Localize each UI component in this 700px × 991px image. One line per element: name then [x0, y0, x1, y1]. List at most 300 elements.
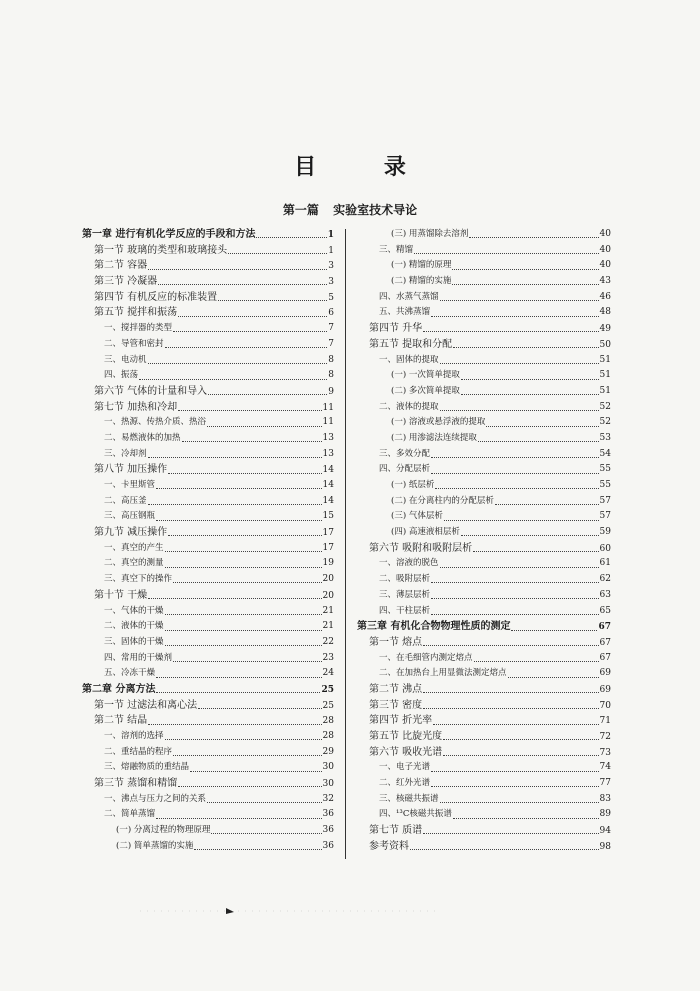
toc-entry-title: 第五节 比旋光度	[369, 731, 443, 742]
toc-page-number: 51	[599, 385, 611, 396]
toc-entry-title: 第八节 加压操作	[94, 464, 168, 476]
toc-entry-item	[357, 290, 611, 306]
toc-entry-item	[82, 494, 334, 510]
leader-dots	[453, 818, 599, 819]
leader-dots	[165, 739, 322, 740]
toc-entry-title: 第二章 分离方法	[82, 683, 156, 695]
toc-entry-item	[82, 368, 334, 384]
leader-dots	[148, 269, 327, 270]
toc-page-number: 43	[599, 276, 611, 287]
scan-artifact	[140, 905, 440, 917]
toc-entry-section	[82, 384, 334, 400]
toc-entry-item	[82, 760, 334, 776]
toc-page-number: 61	[599, 558, 611, 569]
toc-page-number: 28	[322, 731, 334, 741]
toc-page-number: 50	[599, 339, 611, 350]
leader-dots	[452, 284, 598, 285]
leader-dots	[208, 394, 327, 395]
leader-dots	[435, 488, 598, 489]
toc-entry-title: 二、吸附层析	[379, 574, 431, 585]
toc-entry-title: 第三节 密度	[369, 699, 423, 711]
toc-entry-title: 一、溶剂的选择	[104, 731, 164, 741]
toc-entry-title: 二、真空的测量	[104, 558, 164, 569]
leader-dots	[178, 410, 321, 411]
leader-dots	[453, 347, 598, 348]
leader-dots	[423, 708, 598, 709]
leader-dots	[173, 331, 327, 332]
toc-left-column	[82, 227, 334, 855]
toc-page-number: 60	[599, 543, 611, 554]
toc-page-number: 36	[322, 825, 334, 836]
toc-entry-item	[82, 635, 334, 651]
toc-entry-sub	[357, 368, 611, 384]
toc-page-number: 52	[599, 417, 611, 428]
toc-entry-item	[357, 776, 611, 792]
toc-entry-title: 第二节 沸点	[369, 683, 423, 695]
toc-entry-title: 三、熔融物质的重结晶	[104, 762, 190, 773]
leader-dots	[211, 833, 321, 834]
toc-entry-title: (二) 精馏的实施	[391, 276, 452, 287]
leader-dots	[473, 551, 598, 552]
toc-entry-title: 二、易燃液体的加热	[104, 432, 181, 443]
page-title: 目 录	[294, 154, 436, 180]
toc-entry-chapter	[82, 227, 334, 243]
toc-page-number: 63	[599, 589, 611, 600]
toc-entry-title: 第六节 吸收光谱	[369, 746, 443, 758]
toc-page-number: 23	[322, 652, 334, 663]
toc-page-number: 69	[599, 668, 611, 679]
toc-entry-title: 第六节 吸附和吸附层析	[369, 542, 473, 554]
toc-entry-title: (一) 分离过程的物理原理	[116, 825, 211, 836]
toc-page-number: 36	[322, 809, 334, 820]
leader-dots	[148, 363, 328, 364]
toc-entry-item	[82, 666, 334, 682]
leader-dots	[461, 535, 599, 536]
toc-entry-title: 三、多效分配	[379, 448, 431, 459]
toc-entry-item	[357, 556, 611, 572]
leader-dots	[440, 410, 599, 411]
toc-entry-title: 四、¹³C核磁共振谱	[379, 809, 452, 820]
leader-dots	[165, 645, 322, 646]
leader-dots	[474, 661, 599, 662]
toc-entry-title: 一、沸点与压力之间的关系	[104, 793, 207, 804]
toc-entry-title: 五、共沸蒸馏	[379, 307, 431, 318]
toc-entry-title: (二) 用渗滤法连续提取	[391, 432, 477, 443]
toc-entry-item	[82, 509, 334, 525]
leader-dots	[218, 300, 327, 301]
toc-entry-title: 第九节 减压操作	[94, 527, 168, 539]
toc-entry-title: 三、高压钢瓶	[104, 511, 156, 522]
toc-entry-section	[82, 462, 334, 478]
toc-entry-item	[82, 556, 334, 572]
toc-page-number: 14	[322, 465, 334, 476]
leader-dots	[440, 300, 599, 301]
leader-dots	[168, 473, 321, 474]
leader-dots	[431, 786, 599, 787]
toc-entry-title: 第十节 干燥	[94, 589, 148, 601]
toc-entry-title: 二、导管和密封	[104, 338, 164, 349]
toc-entry-title: 二、重结晶的程序	[104, 746, 173, 757]
toc-page-number: 15	[322, 511, 334, 522]
leader-dots	[423, 833, 598, 834]
toc-page-number: 67	[599, 652, 611, 663]
toc-page-number: 30	[322, 762, 334, 773]
toc-entry-title: 第四节 有机反应的标准装置	[94, 291, 218, 303]
toc-page-number: 51	[599, 370, 611, 381]
toc-entry-title: (一) 溶液或悬浮液的提取	[391, 417, 486, 428]
toc-entry-title: (三) 气体层析	[391, 511, 443, 522]
toc-entry-title: 三、冷却剂	[104, 448, 147, 459]
toc-page-number: 5	[328, 292, 334, 303]
leader-dots	[486, 426, 598, 427]
toc-page-number: 3	[328, 261, 334, 272]
toc-page-number: 19	[322, 558, 334, 569]
toc-entry-title: 第五节 提取和分配	[369, 338, 453, 350]
toc-entry-section	[82, 713, 334, 729]
leader-dots	[511, 630, 597, 631]
toc-entry-item	[82, 619, 334, 635]
toc-entry-item	[357, 353, 611, 369]
leader-dots	[158, 284, 327, 285]
toc-entry-title: 第三章 有机化合物物理性质的测定	[357, 621, 511, 633]
leader-dots	[148, 724, 321, 725]
leader-dots	[182, 441, 322, 442]
toc-entry-chapter	[82, 682, 334, 698]
toc-entry-item	[82, 415, 334, 431]
toc-page-number: 67	[599, 637, 611, 648]
toc-page-number: 21	[322, 605, 334, 616]
toc-entry-ref	[357, 839, 611, 855]
leader-dots	[165, 614, 322, 615]
column-divider	[345, 229, 346, 859]
toc-page-number: 40	[599, 244, 611, 255]
leader-dots	[423, 692, 598, 693]
leader-dots	[173, 755, 322, 756]
toc-entry-item	[357, 807, 611, 823]
toc-entry-item	[82, 541, 334, 557]
leader-dots	[495, 504, 599, 505]
toc-entry-title: 三、薄层层析	[379, 589, 431, 600]
leader-dots	[443, 755, 598, 756]
toc-entry-section	[357, 729, 611, 745]
toc-entry-title: 第七节 质谱	[369, 825, 423, 837]
toc-entry-title: 三、真空下的操作	[104, 574, 173, 585]
toc-entry-section	[82, 274, 334, 290]
toc-entry-item	[82, 337, 334, 353]
toc-page-number: 57	[599, 511, 611, 522]
leader-dots	[165, 347, 328, 348]
toc-entry-title: 一、卡里斯管	[104, 480, 156, 490]
toc-entry-title: 第五节 搅拌和振荡	[94, 307, 178, 319]
toc-page-number: 51	[599, 354, 611, 365]
toc-page-number: 94	[599, 826, 611, 837]
toc-page-number: 67	[598, 622, 611, 633]
toc-page-number: 53	[599, 432, 611, 443]
leader-dots	[431, 614, 599, 615]
toc-page-number: 59	[599, 527, 611, 538]
toc-entry-title: (二) 简单蒸馏的实施	[116, 840, 194, 851]
toc-page-number: 29	[322, 746, 334, 757]
toc-page-number: 8	[328, 354, 334, 365]
toc-entry-title: 四、干柱层析	[379, 605, 431, 616]
toc-entry-title: (二) 在分离柱内的分配层析	[391, 495, 494, 506]
toc-entry-title: (一) 一次简单提取	[391, 370, 460, 381]
toc-entry-title: 四、分配层析	[379, 464, 431, 475]
toc-entry-title: 第七节 加热和冷却	[94, 401, 178, 413]
toc-entry-item	[82, 807, 334, 823]
toc-right-column	[357, 227, 611, 855]
toc-page-number: 98	[599, 841, 611, 852]
toc-page-number: 55	[599, 480, 611, 490]
toc-entry-sub	[357, 431, 611, 447]
toc-entry-title: (二) 多次简单提取	[391, 385, 460, 396]
toc-entry-title: 一、在毛细管内测定熔点	[379, 652, 473, 663]
toc-entry-title: (三) 用蒸馏除去溶剂	[391, 229, 469, 239]
toc-entry-section	[357, 337, 611, 353]
leader-dots	[431, 598, 599, 599]
leader-dots	[469, 237, 598, 238]
toc-entry-section	[357, 745, 611, 761]
toc-entry-title: (四) 高速液相层析	[391, 527, 460, 538]
toc-entry-item	[82, 729, 334, 745]
toc-page-number: 25	[322, 700, 334, 711]
toc-entry-sub	[357, 227, 611, 243]
toc-entry-title: 四、水蒸气蒸馏	[379, 291, 439, 302]
toc-entry-title: 一、热源、传热介质、热浴	[104, 417, 207, 428]
toc-page-number: 36	[322, 840, 334, 851]
toc-entry-item	[82, 478, 334, 494]
toc-page-number: 74	[599, 762, 611, 773]
leader-dots	[165, 551, 322, 552]
leader-dots	[440, 567, 599, 568]
toc-entry-title: 二、红外光谱	[379, 778, 431, 789]
toc-entry-section	[357, 541, 611, 557]
toc-entry-title: 第二节 容器	[94, 260, 148, 272]
leader-dots	[508, 677, 599, 678]
toc-entry-title: 第三节 蒸馏和精馏	[94, 778, 178, 790]
toc-page-number: 69	[599, 684, 611, 695]
toc-page-number: 49	[599, 324, 611, 335]
toc-entry-section	[82, 776, 334, 792]
toc-entry-title: 二、在加热台上用显微法测定熔点	[379, 668, 507, 679]
toc-entry-section	[82, 525, 334, 541]
leader-dots	[194, 849, 321, 850]
toc-entry-item	[82, 353, 334, 369]
toc-page-number: 57	[599, 495, 611, 506]
toc-entry-item	[357, 666, 611, 682]
toc-entry-section	[82, 698, 334, 714]
leader-dots	[431, 316, 599, 317]
toc-entry-title: 二、高压釜	[104, 495, 147, 506]
toc-entry-section	[357, 321, 611, 337]
toc-page-number: 7	[328, 323, 334, 334]
toc-entry-section	[357, 698, 611, 714]
leader-dots	[414, 253, 599, 254]
toc-entry-item	[357, 651, 611, 667]
toc-entry-section	[82, 290, 334, 306]
toc-entry-sub	[82, 839, 334, 855]
leader-dots	[165, 567, 322, 568]
toc-entry-title: 一、电子光谱	[379, 762, 431, 773]
part-title: 第一篇 实验室技术导论	[282, 203, 418, 217]
leader-dots	[168, 535, 321, 536]
leader-dots	[207, 426, 322, 427]
toc-entry-title: 二、简单蒸馏	[104, 809, 156, 820]
toc-page-number: 30	[322, 779, 334, 790]
leader-dots	[190, 771, 322, 772]
toc-page-number: 24	[322, 668, 334, 679]
toc-entry-title: (一) 纸层析	[391, 480, 435, 490]
leader-dots	[433, 724, 598, 725]
toc-entry-item	[82, 572, 334, 588]
toc-page-number: 48	[599, 307, 611, 318]
leader-dots	[173, 582, 322, 583]
toc-entry-title: 第二节 结晶	[94, 715, 148, 727]
toc-entry-title: 一、真空的产生	[104, 542, 164, 553]
leader-dots	[440, 363, 599, 364]
toc-entry-item	[357, 305, 611, 321]
toc-entry-sub	[82, 823, 334, 839]
toc-entry-title: 四、常用的干燥剂	[104, 652, 173, 663]
toc-entry-item	[357, 243, 611, 259]
leader-dots	[156, 520, 322, 521]
toc-entry-title: 第一节 玻璃的类型和玻璃接头	[94, 244, 228, 256]
toc-page-number: 46	[599, 291, 611, 302]
toc-page-number: 89	[599, 809, 611, 820]
toc-entry-item	[357, 760, 611, 776]
toc-entry-sub	[357, 384, 611, 400]
toc-entry-sub	[357, 478, 611, 494]
toc-page-number: 55	[599, 464, 611, 475]
toc-page-number: 72	[599, 732, 611, 742]
leader-dots	[198, 708, 321, 709]
toc-page-number: 17	[322, 528, 334, 539]
leader-dots	[444, 520, 599, 521]
leader-dots	[440, 802, 599, 803]
toc-page-number: 6	[328, 308, 334, 319]
toc-entry-title: 第一章 进行有机化学反应的手段和方法	[82, 229, 256, 240]
leader-dots	[173, 661, 322, 662]
toc-entry-section	[82, 258, 334, 274]
toc-entry-item	[82, 745, 334, 761]
toc-entry-item	[357, 588, 611, 604]
leader-dots	[156, 692, 320, 693]
toc-entry-sub	[357, 274, 611, 290]
leader-dots	[431, 582, 599, 583]
toc-page-number: 32	[322, 793, 334, 804]
toc-entry-title: 三、精馏	[379, 244, 414, 255]
toc-page-number: 70	[599, 700, 611, 711]
toc-page-number: 28	[322, 716, 334, 727]
leader-dots	[148, 598, 321, 599]
toc-entry-title: 四、振荡	[104, 370, 139, 381]
toc-page-number: 65	[599, 605, 611, 616]
toc-entry-item	[82, 604, 334, 620]
toc-entry-item	[82, 651, 334, 667]
toc-entry-title: 第一节 熔点	[369, 636, 423, 648]
toc-page-number: 20	[322, 574, 334, 585]
toc-entry-sub	[357, 258, 611, 274]
toc-page-number: 22	[322, 636, 334, 647]
leader-dots	[410, 849, 599, 850]
toc-entry-item	[357, 572, 611, 588]
leader-dots	[461, 379, 599, 380]
toc-entry-title: 第六节 气体的计量和导入	[94, 385, 208, 397]
toc-entry-sub	[357, 509, 611, 525]
leader-dots	[423, 331, 598, 332]
leader-dots	[165, 630, 322, 631]
toc-entry-section	[82, 243, 334, 259]
toc-entry-sub	[357, 494, 611, 510]
toc-entry-title: 一、固体的提取	[379, 354, 439, 365]
leader-dots	[207, 802, 322, 803]
leader-dots	[431, 457, 599, 458]
toc-entry-item	[82, 321, 334, 337]
toc-entry-title: 一、溶液的脱色	[379, 558, 439, 569]
leader-dots	[256, 237, 326, 238]
toc-entry-title: 二、液体的干燥	[104, 621, 164, 632]
toc-entry-title: 三、核磁共振谱	[379, 793, 439, 804]
leader-dots	[148, 457, 322, 458]
toc-entry-title: (一) 精馏的原理	[391, 260, 452, 271]
toc-entry-item	[82, 431, 334, 447]
leader-dots	[228, 253, 327, 254]
toc-entry-section	[357, 713, 611, 729]
toc-entry-item	[357, 400, 611, 416]
leader-dots	[139, 379, 327, 380]
toc-entry-item	[82, 447, 334, 463]
leader-dots	[156, 818, 322, 819]
toc-page-number: 14	[322, 495, 334, 506]
toc-entry-title: 一、气体的干燥	[104, 605, 164, 616]
toc-entry-title: 二、液体的提取	[379, 401, 439, 412]
leader-dots	[461, 394, 599, 395]
toc-page-number: 8	[328, 370, 334, 381]
leader-dots	[431, 771, 599, 772]
toc-page-number: 11	[322, 402, 334, 413]
leader-dots	[156, 488, 322, 489]
toc-page-number: 52	[599, 401, 611, 412]
toc-entry-title: 三、电动机	[104, 354, 147, 365]
toc-entry-title: 第一节 过滤法和离心法	[94, 699, 198, 711]
leader-dots	[443, 739, 598, 740]
toc-page-number: 62	[599, 574, 611, 585]
toc-page-number: 71	[599, 716, 611, 727]
toc-entry-section	[82, 400, 334, 416]
toc-entry-item	[357, 604, 611, 620]
toc-page-number: 13	[322, 448, 334, 459]
toc-entry-item	[357, 447, 611, 463]
toc-entry-section	[82, 305, 334, 321]
toc-page-number: 25	[321, 684, 334, 695]
toc-entry-item	[82, 792, 334, 808]
toc-entry-section	[82, 588, 334, 604]
toc-page-number: 40	[599, 229, 611, 239]
leader-dots	[452, 269, 598, 270]
toc-page-number: 9	[328, 386, 334, 397]
leader-dots	[423, 645, 598, 646]
toc-entry-section	[357, 823, 611, 839]
toc-page-number: 1	[328, 245, 334, 256]
toc-entry-title: 第四节 升华	[369, 323, 423, 335]
toc-page-number: 7	[328, 338, 334, 349]
toc-page-number: 11	[322, 417, 334, 428]
toc-page-number: 77	[599, 778, 611, 789]
toc-page-number: 40	[599, 260, 611, 271]
toc-entry-section	[357, 682, 611, 698]
toc-entry-title: 五、冷冻干燥	[104, 668, 156, 679]
toc-entry-sub	[357, 525, 611, 541]
